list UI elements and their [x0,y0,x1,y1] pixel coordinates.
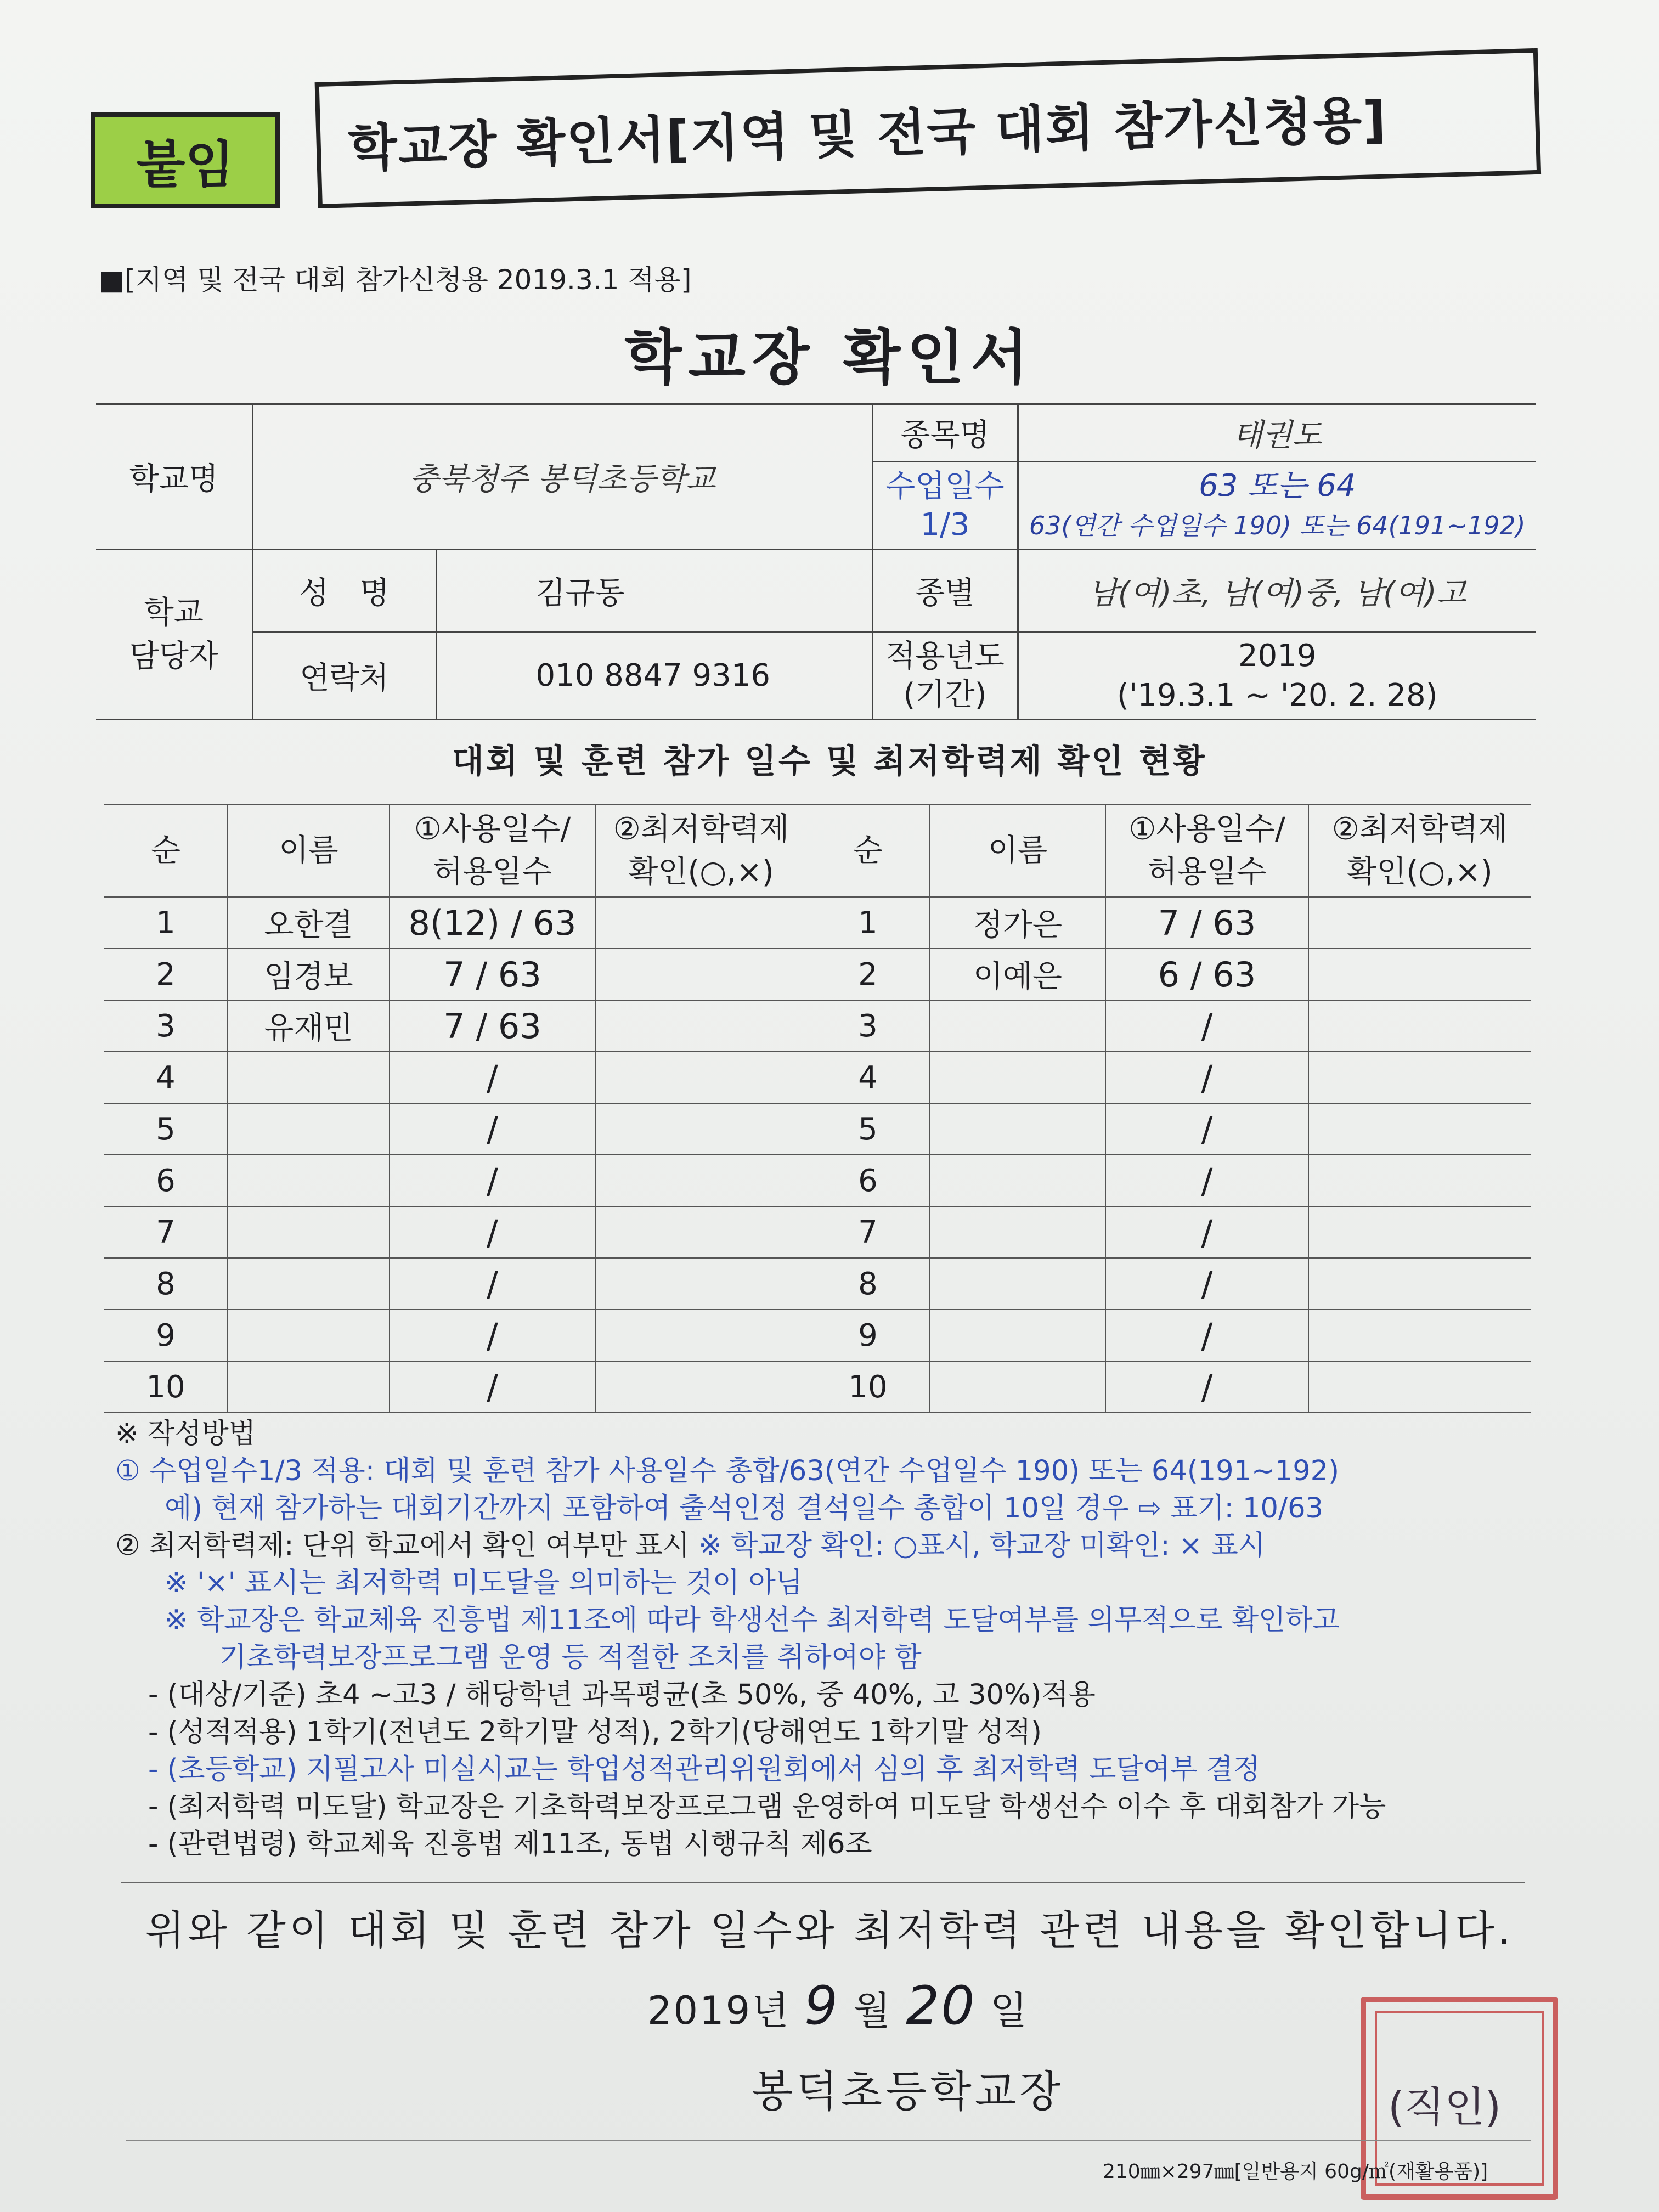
col-header-check [1308,804,1531,897]
row-days: / [390,1103,595,1155]
col-header-check [595,804,806,897]
row-days: / [1105,1206,1308,1258]
table-row [806,1361,1531,1413]
row-number: 7 [806,1206,930,1258]
school-name-value: 충북청주 봉덕초등학교 [252,404,872,550]
row-check [1308,1052,1531,1103]
paper-spec: 210㎜×297㎜[일반용지 60g/㎡(재활용품)] [1103,2160,1488,2183]
category-label: 종별 [872,550,1018,632]
date-month-unit: 월 [853,1988,892,2033]
row-name [228,1155,390,1206]
row-days: / [390,1258,595,1310]
instructions [115,1415,1553,1863]
manager-label-line1: 학교 [144,594,204,630]
contact-value: 010 8847 9316 [436,632,872,720]
note-2 [115,1527,1553,1565]
row-number: 3 [104,1000,228,1052]
row-days: / [1105,1052,1308,1103]
category-value: 남(여)초, 남(여)중, 남(여)고 [1018,550,1536,632]
note-4: ※ 학교장은 학교체육 진흥법 제11조에 따라 학생선수 최저학력 도달여부를 의무적으로 확인하고 [165,1604,1340,1637]
row-number: 7 [104,1206,228,1258]
row-name [228,1206,390,1258]
table-row [104,1000,806,1052]
col-header-days-line2: 허용일수 [1147,854,1267,890]
row-days: / [1105,1155,1308,1206]
row-name [930,1258,1105,1310]
row-check [1308,1258,1531,1310]
roster-table-left [104,804,806,1413]
sport-value: 태권도 [1018,404,1536,462]
row-days: 8(12) / 63 [390,897,595,949]
row-days: / [1105,1258,1308,1310]
signature-date [647,1975,1029,2036]
row-name: 유재민 [228,1000,390,1052]
row-check [595,1103,806,1155]
row-check [595,1000,806,1052]
row-days: 6 / 63 [1105,949,1308,1000]
note-1: ① 수업일수1/3 적용: 대회 및 훈련 참가 사용일수 총합/63(연간 수업일수 190) 또는 64(191~192) [115,1455,1340,1487]
row-check [595,1155,806,1206]
col-header-check-line1: ②최저학력제 [613,811,789,847]
table-row [806,1258,1531,1310]
note-4-cont: 기초학력보장프로그램 운영 등 적절한 조치를 취하여야 함 [219,1641,922,1674]
row-check [595,1310,806,1361]
row-name [930,1000,1105,1052]
row-name [930,1052,1105,1103]
row-days: 7 / 63 [390,1000,595,1052]
period-label [872,632,1018,720]
row-name [930,1155,1105,1206]
row-number: 2 [806,949,930,1000]
row-check [1308,1000,1531,1052]
row-days: / [390,1052,595,1103]
row-number: 9 [806,1310,930,1361]
detail-3: - (초등학교) 지필고사 미실시교는 학업성적관리위원회에서 심의 후 최저학력 도달여부 결정 [148,1753,1260,1786]
row-check [595,1052,806,1103]
table-row [104,1155,806,1206]
roster-table-right [806,804,1531,1413]
document-title: 학교장 확인서 [624,324,1035,392]
row-days: / [390,1155,595,1206]
row-check [1308,1155,1531,1206]
note-3: ※ '×' 표시는 최저학력 미도달을 의미하는 것이 아님 [165,1567,803,1599]
col-header-name: 이름 [228,804,390,897]
row-name [228,1310,390,1361]
row-name: 정가은 [930,897,1105,949]
row-number: 8 [806,1258,930,1310]
row-name [228,1258,390,1310]
row-number: 1 [806,897,930,949]
row-days: / [1105,1361,1308,1413]
attachment-tag: 붙임 [91,112,280,208]
detail-5: - (관련법령) 학교체육 진흥법 제11조, 동법 시행규칙 제6조 [148,1828,872,1860]
period-year: 2019 [1238,637,1317,674]
divider [121,1882,1525,1883]
row-check [1308,1310,1531,1361]
note-2-text: ② 최저학력제: 단위 학교에서 확인 여부만 표시 [115,1530,690,1562]
col-header-days [1105,804,1308,897]
col-header-check-line2: 확인(○,×) [628,854,774,890]
col-header-no: 순 [104,804,228,897]
row-check [595,1258,806,1310]
apply-note: ■[지역 및 전국 대회 참가신청용 2019.3.1 적용] [99,264,692,296]
date-month: 9 [804,1975,840,2036]
col-header-check-line1: ②최저학력제 [1331,811,1508,847]
col-header-days-line2: 허용일수 [433,854,552,890]
row-name: 오한결 [228,897,390,949]
table-row [104,1206,806,1258]
row-check [595,1206,806,1258]
notes-heading: ※ 작성방법 [115,1418,256,1450]
detail-2: - (성적적용) 1학기(전년도 2학기말 성적), 2학기(당해연도 1학기말 성적) [148,1716,1042,1748]
info-table [96,403,1536,720]
row-name [930,1103,1105,1155]
table-row [806,1155,1531,1206]
row-number: 4 [104,1052,228,1103]
row-name [228,1052,390,1103]
row-number: 9 [104,1310,228,1361]
detail-1: - (대상/기준) 초4 ~고3 / 해당학년 과목평균(초 50%, 중 40%, 고 30%)적용 [148,1679,1096,1711]
contact-label: 연락처 [252,632,436,720]
row-number: 10 [104,1361,228,1413]
row-name [930,1206,1105,1258]
row-number: 10 [806,1361,930,1413]
row-days: / [390,1206,595,1258]
row-check [595,949,806,1000]
row-number: 4 [806,1052,930,1103]
school-days-label [872,462,1018,550]
row-days: 7 / 63 [1105,897,1308,949]
col-header-name: 이름 [930,804,1105,897]
school-name-label: 학교명 [96,404,252,550]
row-check [1308,897,1531,949]
date-year: 2019년 [647,1988,791,2033]
school-days-label-line1: 수업일수 [885,468,1005,504]
table-row [806,1103,1531,1155]
table-row [806,1310,1531,1361]
row-number: 5 [806,1103,930,1155]
table-row [806,897,1531,949]
table-row [104,1310,806,1361]
confirmation-statement: 위와 같이 대회 및 훈련 참가 일수와 최저학력 관련 내용을 확인합니다. [145,1907,1514,1954]
row-number: 1 [104,897,228,949]
row-days: 7 / 63 [390,949,595,1000]
note-2-marking: ※ 학교장 확인: ○표시, 학교장 미확인: × 표시 [698,1530,1266,1562]
period-label-line1: 적용년도 [885,638,1005,674]
row-number: 3 [806,1000,930,1052]
row-name: 임경보 [228,949,390,1000]
header-title: 학교장 확인서[지역 및 전국 대회 참가신청용] [315,48,1542,208]
row-check [595,897,806,949]
table-row [104,897,806,949]
period-range: ('19.3.1 ~ '20. 2. 28) [1117,677,1438,713]
row-number: 2 [104,949,228,1000]
row-check [1308,1361,1531,1413]
col-header-days-line1: ①사용일수/ [414,811,571,847]
row-check [1308,949,1531,1000]
col-header-days [390,804,595,897]
col-header-no: 순 [806,804,930,897]
section-title: 대회 및 훈련 참가 일수 및 최저학력제 확인 현황 [452,742,1207,781]
date-day-unit: 일 [990,1988,1029,2033]
table-row [806,1000,1531,1052]
row-number: 5 [104,1103,228,1155]
row-check [595,1361,806,1413]
table-row [104,1103,806,1155]
school-days-value-line1: 63 또는 64 [1199,467,1356,504]
table-row [806,949,1531,1000]
row-days: / [1105,1000,1308,1052]
manager-name-value: 김규동 [436,550,872,632]
manager-name-label: 성 명 [252,550,436,632]
row-check [1308,1206,1531,1258]
row-days: / [1105,1310,1308,1361]
row-name [228,1361,390,1413]
col-header-days-line1: ①사용일수/ [1128,811,1285,847]
detail-4: - (최저학력 미도달) 학교장은 기초학력보장프로그램 운영하여 미도달 학생선수 이수 후 대회참가 가능 [148,1791,1386,1823]
manager-label-line2: 담당자 [129,638,218,674]
table-row [104,1361,806,1413]
row-check [1308,1103,1531,1155]
row-name: 이예은 [930,949,1105,1000]
col-header-check-line2: 확인(○,×) [1347,854,1493,890]
table-row [806,1052,1531,1103]
row-name [930,1310,1105,1361]
table-row [104,1052,806,1103]
table-row [806,1206,1531,1258]
row-number: 6 [806,1155,930,1206]
table-row [104,1258,806,1310]
school-days-value [1018,462,1536,550]
row-number: 8 [104,1258,228,1310]
row-name [930,1361,1105,1413]
sport-label: 종목명 [872,404,1018,462]
period-value [1018,632,1536,720]
school-days-label-line2: 1/3 [920,506,970,543]
seal-label: (직인) [1388,2083,1502,2131]
table-row [104,949,806,1000]
row-name [228,1103,390,1155]
note-1-example: 예) 현재 참가하는 대회기간까지 포함하여 출석인정 결석일수 총합이 10일 경우 ⇨ 표기: 10/63 [165,1492,1323,1525]
row-number: 6 [104,1155,228,1206]
manager-label [96,550,252,720]
row-days: / [390,1310,595,1361]
signer: 봉덕초등학교장 [752,2067,1064,2117]
footer-divider [126,2140,1531,2141]
period-label-line2: (기간) [903,676,987,713]
row-days: / [1105,1103,1308,1155]
date-day: 20 [906,1975,977,2036]
row-days: / [390,1361,595,1413]
school-days-value-line2: 63(연간 수업일수 190) 또는 64(191~192) [1029,510,1526,540]
